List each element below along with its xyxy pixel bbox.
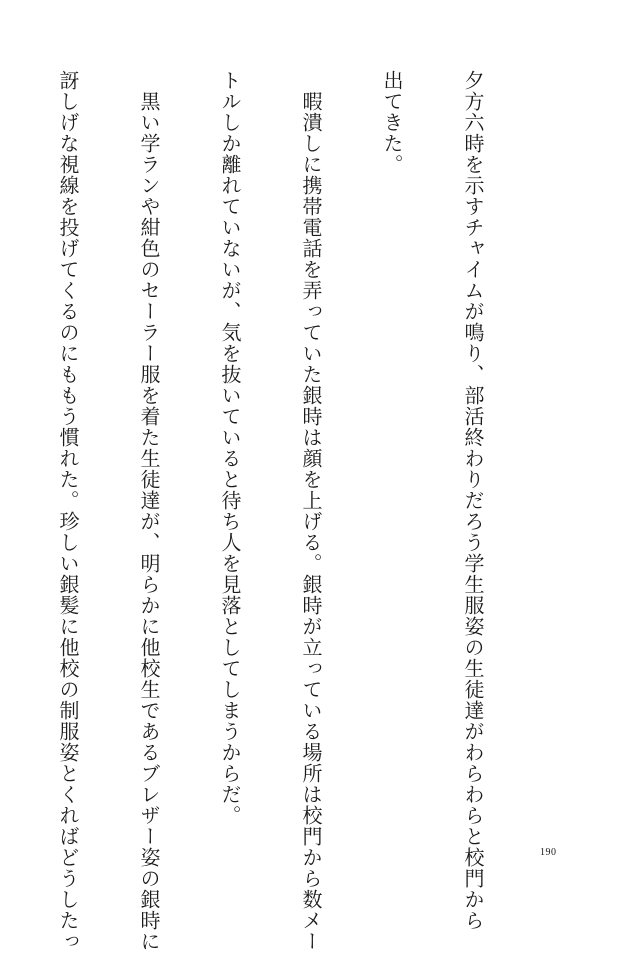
text-line: トルしか離れていないが、気を抜いていると待ち人を見落としてしまうからだ。 <box>218 70 242 826</box>
body-text <box>56 70 540 952</box>
text-line: 出てきた。 <box>380 70 404 175</box>
text-line: 夕方六時を示すチャイムが鳴り、部活終わりだろう学生服姿の生徒達がわらわらと校門から <box>461 70 485 931</box>
page-number: 190 <box>540 847 557 858</box>
text-line: 黒い学ランや紺色のセーラー服を着た生徒達が、明らかに他校生であるブレザー姿の銀時に <box>137 70 161 952</box>
text-line: 訝しげな視線を投げてくるのにももう慣れた。珍しい銀髪に他校の制服姿とくればどうしたっ <box>56 70 80 952</box>
text-line: 暇潰しに携帯電話を弄っていた銀時は顔を上げる。銀時が立っている場所は校門から数メー <box>299 70 323 952</box>
